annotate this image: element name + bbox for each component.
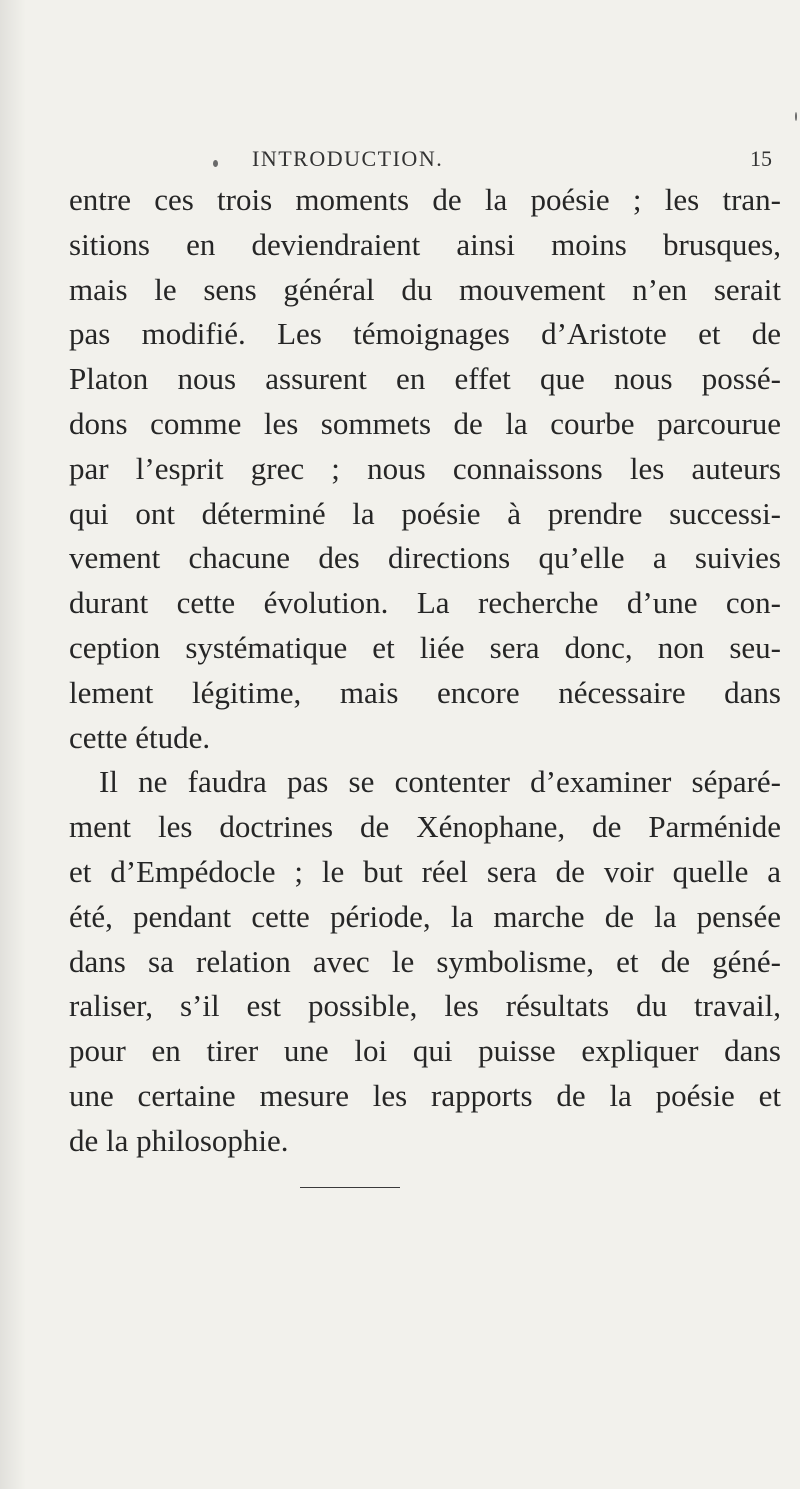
paragraph-end-line: cette étude.: [69, 719, 211, 755]
text-line: dons comme les sommets de la courbe parcourue: [69, 405, 781, 441]
text-line: qui ont déterminé la poésie à prendre successi-: [69, 495, 781, 531]
text-line: ception systématique et liée sera donc, non seu-: [69, 629, 781, 665]
text-line: Platon nous assurent en effet que nous possé-: [69, 361, 781, 397]
paragraph-end-line: de la philosophie.: [69, 1122, 289, 1158]
text-line: pour en tirer une loi qui puisse expliquer dans: [69, 1033, 781, 1069]
running-title: INTRODUCTION.: [252, 146, 444, 171]
body-text: [69, 178, 781, 1164]
text-line: raliser, s’il est possible, les résultats du travail,: [69, 988, 781, 1024]
text-line: mais le sens général du mouvement n’en serait: [69, 271, 781, 307]
text-line: une certaine mesure les rapports de la poésie et: [69, 1077, 781, 1113]
text-line: sitions en deviendraient ainsi moins brusques,: [69, 226, 781, 262]
text-line: et d’Empédocle ; le but réel sera de voir quelle a: [69, 853, 781, 889]
text-line: été, pendant cette période, la marche de la pensée: [69, 898, 781, 934]
text-line: dans sa relation avec le symbolisme, et de géné-: [69, 943, 781, 979]
paragraph-start-line: Il ne faudra pas se contenter d’examiner séparé-: [99, 764, 781, 800]
text-line: ment les doctrines de Xénophane, de Parménide: [69, 809, 781, 845]
page-number: 15: [750, 146, 772, 171]
text-line: par l’esprit grec ; nous connaissons les auteurs: [69, 450, 781, 486]
page-gutter-shadow: [0, 0, 26, 1489]
paper-speck: [213, 160, 218, 167]
paper-speck: [795, 112, 797, 121]
running-head: [252, 146, 772, 176]
text-line: lement légitime, mais encore nécessaire dans: [69, 674, 781, 710]
section-end-rule: [300, 1187, 400, 1188]
text-line: entre ces trois moments de la poésie ; les tran-: [69, 182, 781, 217]
text-line: pas modifié. Les témoignages d’Aristote et de: [69, 316, 781, 352]
text-line: durant cette évolution. La recherche d’une con-: [69, 585, 781, 621]
text-line: vement chacune des directions qu’elle a suivies: [69, 540, 781, 576]
